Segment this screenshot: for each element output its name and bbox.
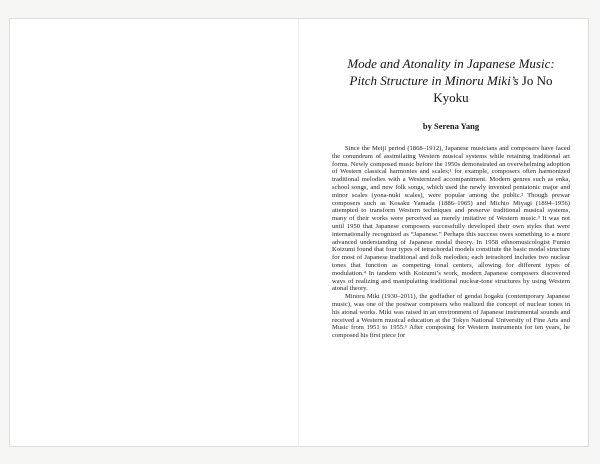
article-text-column	[332, 19, 570, 446]
page-spread	[9, 18, 589, 447]
article-title	[345, 55, 557, 106]
body-paragraph: Since the Meiji period (1868–1912), Japanese musicians and composers have faced the conundrum of assimilating Western musical systems while retaining traditional art forms. Newly composed music before the 1950s demonstrated an overwhelming adoption of Western classical harmonies and scales;¹ for example, composers often harmonized traditional melodies with a Westernized accompaniment. Modern genres such as enka, school songs, and new folk songs, which used the newly invented pentatonic major and minor scales (yona-nuki scales), were popular among the public.² Though prewar composers such as Kosaku Yamada (1886–1965) and Michio Miyagi (1894–1956) attempted to transform Western techniques and preserve traditional musical systems, many of their works were perceived as merely imitative of Western music.³ It was not until 1950 that Japanese composers successfully developed their own styles that were internationally recognized as “Japanese.” Perhaps this success owes something to a more advanced understanding of Japanese modal theory. In 1958 ethnomusicologist Fumio Koizumi found that four types of tetrachordal models constitute the basic modal structure for most of Japanese traditional and folk melodies; each tetrachord includes two nuclear tones that function as competing tonal centers, allowing for different types of modulation.⁴ In tandem with Koizumi’s work, modern Japanese composers discovered ways of realizing and manipulating traditional nuclear-tone structures by using Western atonal theory.	[332, 145, 570, 293]
byline: by Serena Yang	[422, 121, 480, 131]
right-article-page	[299, 19, 588, 446]
left-blank-page	[10, 19, 299, 446]
body-paragraph: Minoru Miki (1930–2011), the godfather of gendai hogaku (contemporary Japanese music), was one of the postwar composers who realized the concept of nuclear tones in his atonal works. Miki was raised in an environment of Japanese instrumental sounds and received a Western musical education at the Tokyo National University of Fine Arts and Music from 1951 to 1955.⁵ After composing for Western instruments for ten years, he composed his first piece for	[332, 293, 570, 340]
article-title-work-name: Jo No Kyoku	[433, 73, 553, 105]
article-body	[332, 145, 570, 340]
article-title-main: Mode and Atonality in Japanese Music: Pitch Structure in Minoru Miki’s	[347, 56, 555, 88]
